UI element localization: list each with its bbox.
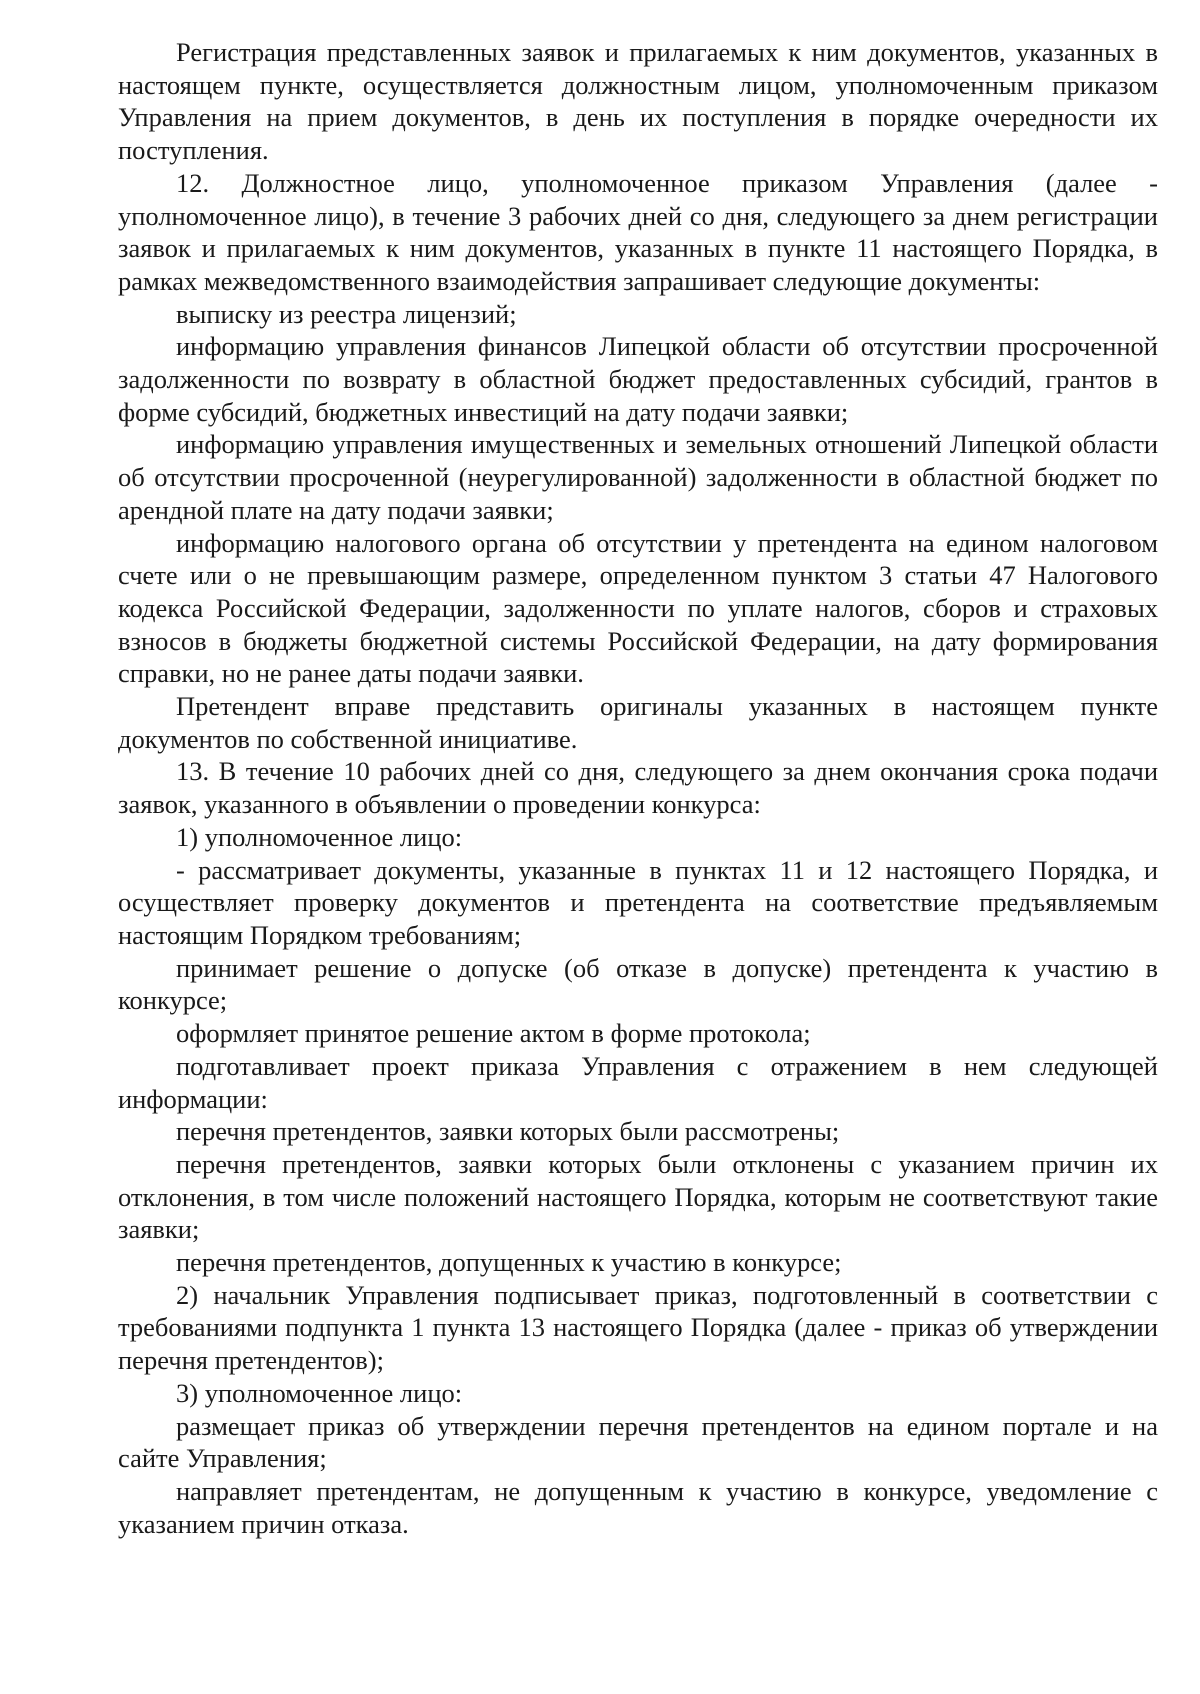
paragraph-publish-order: размещает приказ об утверждении перечня претендентов на едином портале и на сайте Управления; bbox=[118, 1410, 1158, 1474]
paragraph-property-info: информацию управления имущественных и земельных отношений Липецкой области об отсутствии просроченной (неурегулированной) задолженности в областной бюджет по арендной плате на дату подачи заявки; bbox=[118, 429, 1158, 525]
paragraph-license-extract: выписку из реестра лицензий; bbox=[176, 298, 517, 329]
paragraph-13-3: 3) уполномоченное лицо: bbox=[176, 1377, 463, 1408]
paragraph-tax-info: информацию налогового органа об отсутствии у претендента на едином налоговом счете или о не превышающим размере, определенном пунктом 3 статьи 47 Налогового кодекса Российской Федерации, задолженности по уплате налогов, сборов и страховых взносов в бюджеты бюджетной системы Российской Федерации, на дату формирования справки, но не ранее даты подачи заявки. bbox=[118, 527, 1158, 689]
paragraph-review-documents: - рассматривает документы, указанные в пунктах 11 и 12 настоящего Порядка, и осуществляет проверку документов и претендента на соответствие предъявляемым настоящим Порядком требованиям; bbox=[118, 854, 1158, 950]
paragraph-finance-info: информацию управления финансов Липецкой области об отсутствии просроченной задолженности по возврату в областной бюджет предоставленных субсидий, грантов в форме субсидий, бюджетных инвестиций на дату подачи заявки; bbox=[118, 331, 1158, 427]
paragraph-list-admitted: перечня претендентов, допущенных к участию в конкурсе; bbox=[176, 1247, 842, 1278]
paragraph-12: 12. Должностное лицо, уполномоченное приказом Управления (далее - уполномоченное лицо), в течение 3 рабочих дней со дня, следующего за днем регистрации заявок и прилагаемых к ним документов, указанных в пункте 11 настоящего Порядка, в рамках межведомственного взаимодействия запрашивает следующие документы: bbox=[118, 167, 1158, 296]
paragraph-admission-decision: принимает решение о допуске (об отказе в допуске) претендента к участию в конкурсе; bbox=[118, 952, 1158, 1016]
paragraph-list-rejected: перечня претендентов, заявки которых были отклонены с указанием причин их отклонения, в том числе положений настоящего Порядка, которым не соответствуют такие заявки; bbox=[118, 1148, 1158, 1245]
paragraph-draft-order: подготавливает проект приказа Управления с отражением в нем следующей информации: bbox=[118, 1050, 1158, 1114]
paragraph-list-reviewed: перечня претендентов, заявки которых были рассмотрены; bbox=[176, 1116, 840, 1147]
paragraph-13-1: 1) уполномоченное лицо: bbox=[176, 821, 463, 852]
paragraph-protocol: оформляет принятое решение актом в форме протокола; bbox=[176, 1018, 811, 1049]
paragraph-registration: Регистрация представленных заявок и прилагаемых к ним документов, указанных в настоящем пункте, осуществляется должностным лицом, уполномоченным приказом Управления на прием документов, в день их поступления в порядке очередности их поступления. bbox=[118, 37, 1158, 166]
document-page bbox=[118, 36, 1158, 1540]
paragraph-13: 13. В течение 10 рабочих дней со дня, следующего за днем окончания срока подачи заявок, указанного в объявлении о проведении конкурса: bbox=[118, 756, 1158, 820]
paragraph-13-2: 2) начальник Управления подписывает приказ, подготовленный в соответствии с требованиями подпункта 1 пункта 13 настоящего Порядка (далее - приказ об утверждении перечня претендентов); bbox=[118, 1279, 1158, 1376]
paragraph-originals: Претендент вправе представить оригиналы указанных в настоящем пункте документов по собственной инициативе. bbox=[118, 691, 1158, 754]
paragraph-notify-rejected: направляет претендентам, не допущенным к участию в конкурсе, уведомление с указанием причин отказа. bbox=[118, 1475, 1158, 1539]
